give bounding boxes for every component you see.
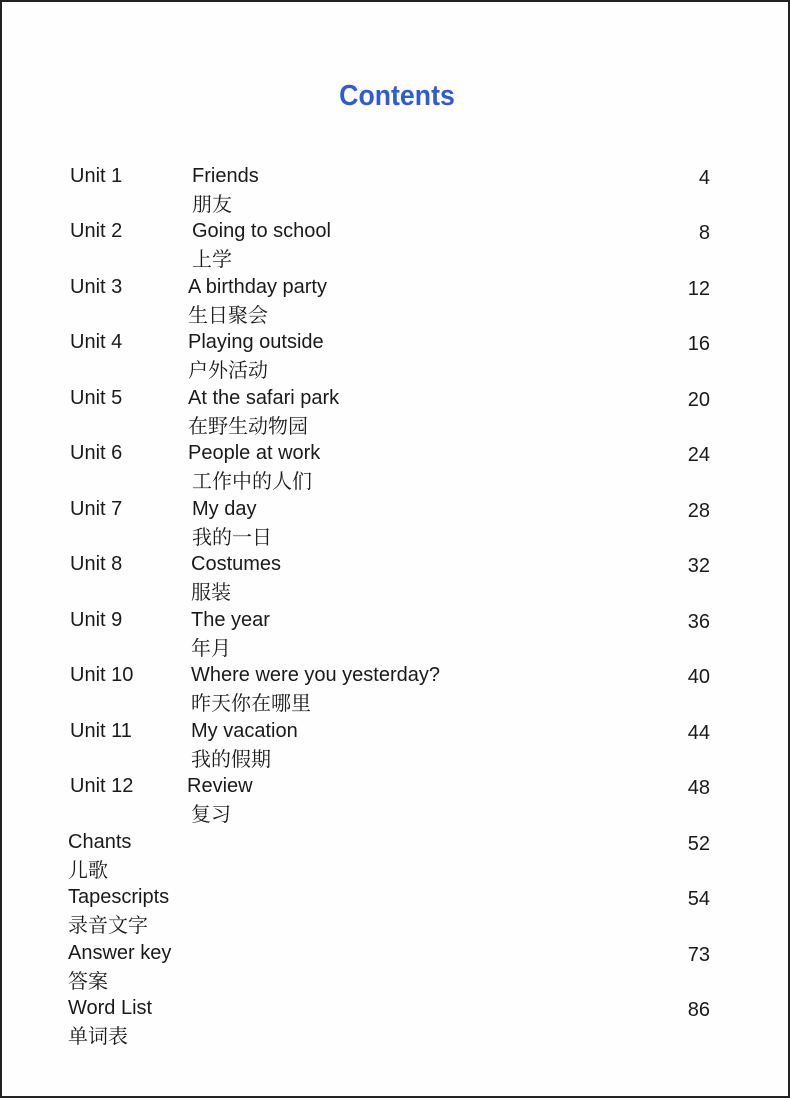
entry-title: Costumes [191, 553, 282, 575]
entry-title-chinese: 昨天你在哪里 [191, 691, 311, 715]
entry-title: Playing outside [188, 331, 324, 353]
entry-title-chinese: 儿歌 [68, 858, 108, 882]
entry-title: Answer key [68, 942, 172, 964]
page-number: 86 [687, 999, 710, 1021]
toc-entry-tapescripts[interactable] [2, 884, 790, 940]
entry-title-chinese: 在野生动物园 [188, 414, 308, 438]
unit-label: Unit 3 [70, 276, 123, 298]
entry-title: Tapescripts [68, 886, 170, 908]
page-number: 24 [687, 444, 710, 466]
unit-label: Unit 12 [70, 775, 134, 797]
entry-title-chinese: 我的假期 [191, 747, 271, 771]
entry-title-chinese: 答案 [68, 969, 108, 993]
toc-entry-unit-8[interactable] [2, 551, 790, 607]
unit-label: Unit 8 [70, 553, 123, 575]
entry-title: Chants [68, 831, 132, 853]
entry-title: The year [191, 609, 270, 631]
page-number: 48 [687, 777, 710, 799]
entry-title-chinese: 服装 [191, 580, 231, 604]
toc-entry-word-list[interactable] [2, 995, 790, 1051]
entry-title-chinese: 单词表 [68, 1024, 128, 1048]
page-number: 28 [687, 500, 710, 522]
unit-label: Unit 2 [70, 220, 123, 242]
entry-title-chinese: 工作中的人们 [192, 469, 312, 493]
toc-entry-unit-4[interactable] [2, 329, 790, 385]
entry-title: Where were you yesterday? [191, 664, 441, 686]
entry-title-chinese: 朋友 [192, 192, 232, 216]
entry-title: My vacation [191, 720, 298, 742]
unit-label: Unit 9 [70, 609, 123, 631]
page-number: 36 [687, 611, 710, 633]
toc-entry-unit-6[interactable] [2, 440, 790, 496]
entry-title: Word List [68, 997, 153, 1019]
entry-title-chinese: 我的一日 [192, 525, 272, 549]
entry-title-chinese: 复习 [191, 802, 231, 826]
unit-label: Unit 4 [70, 331, 123, 353]
page-number: 20 [687, 389, 710, 411]
table-of-contents [2, 2, 790, 1100]
toc-entry-unit-9[interactable] [2, 607, 790, 663]
entry-title: At the safari park [188, 387, 340, 409]
entry-title-chinese: 录音文字 [68, 913, 148, 937]
entry-title: Review [187, 775, 253, 797]
entry-title: A birthday party [188, 276, 327, 298]
unit-label: Unit 7 [70, 498, 123, 520]
page-number: 4 [698, 167, 710, 189]
page-number: 52 [687, 833, 710, 855]
entry-title: Friends [192, 165, 259, 187]
unit-label: Unit 5 [70, 387, 123, 409]
entry-title-chinese: 生日聚会 [188, 303, 268, 327]
toc-entry-unit-1[interactable] [2, 163, 790, 219]
page-number: 12 [687, 278, 710, 300]
unit-label: Unit 6 [70, 442, 123, 464]
toc-entry-chants[interactable] [2, 829, 790, 885]
unit-label: Unit 10 [70, 664, 134, 686]
unit-label: Unit 1 [70, 165, 123, 187]
entry-title-chinese: 户外活动 [188, 358, 268, 382]
page-number: 16 [687, 333, 710, 355]
page-number: 54 [687, 888, 710, 910]
toc-entry-unit-3[interactable] [2, 274, 790, 330]
entry-title: People at work [188, 442, 321, 464]
unit-label: Unit 11 [70, 720, 132, 742]
toc-entry-unit-2[interactable] [2, 218, 790, 274]
page-number: 73 [687, 944, 710, 966]
page-title: Contents [339, 80, 455, 112]
toc-entry-unit-12[interactable] [2, 773, 790, 829]
toc-entry-unit-11[interactable] [2, 718, 790, 774]
entry-title-chinese: 上学 [192, 247, 232, 271]
page-number: 8 [698, 222, 710, 244]
toc-entry-unit-5[interactable] [2, 385, 790, 441]
page-number: 40 [687, 666, 710, 688]
page-number: 32 [687, 555, 710, 577]
toc-entry-unit-7[interactable] [2, 496, 790, 552]
entry-title-chinese: 年月 [191, 636, 231, 660]
entry-title: Going to school [192, 220, 331, 242]
entry-title: My day [192, 498, 257, 520]
page-number: 44 [687, 722, 710, 744]
toc-entry-answer-key[interactable] [2, 940, 790, 996]
toc-entry-unit-10[interactable] [2, 662, 790, 718]
